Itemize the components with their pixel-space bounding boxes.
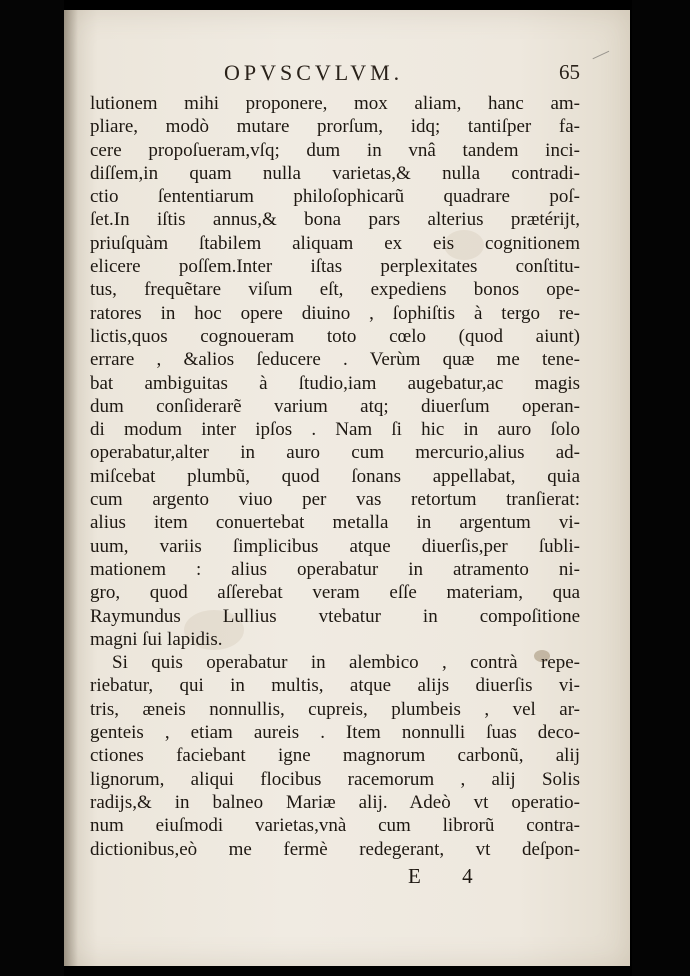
text-line: num eiuſmodi varietas,vnà cum librorũ contra- [90, 815, 580, 837]
text-line: ctio ſententiarum philoſophicarũ quadrare poſ- [90, 186, 580, 208]
text-line: di modum inter ipſos . Nam ſi hic in auro ſolo [90, 419, 580, 441]
text-line: mationem : alius operabatur in atramento ni- [90, 558, 580, 580]
text-line: Raymundus Lullius vtebatur in compoſitione [90, 605, 580, 627]
scanner-frame-right [632, 0, 690, 976]
running-title: OPVSCVLVM. [224, 60, 404, 85]
text-line: cum argento viuo per vas retortum tranſierat: [90, 489, 580, 511]
text-line: genteis , etiam aureis . Item nonnulli ſuas deco- [90, 722, 580, 744]
scanner-frame-left [0, 0, 64, 976]
text-line: miſcebat plumbũ, quod ſonans appellabat, quia [90, 465, 580, 487]
text-line: ctiones faciebant igne magnorum carbonũ, alij [90, 745, 580, 767]
signature-mark: E 4 [408, 864, 491, 888]
text-line: dum conſiderarẽ varium atq; diuerſum operan- [90, 395, 580, 417]
text-line: uum, variis ſimplicibus atque diuerſis,per ſubli- [90, 535, 580, 557]
text-line: magni ſui lapidis. [90, 628, 223, 650]
text-line: riebatur, qui in multis, atque alijs diuerſis vi- [90, 675, 580, 697]
text-line: radijs,& in balneo Mariæ alij. Adeò vt operatio- [90, 791, 580, 813]
text-line: diſſem,in quam nulla varietas,& nulla contradi- [90, 162, 580, 184]
text-line: ratores in hoc opere diuino , ſophiſtis à tergo re- [90, 302, 580, 324]
text-line: pliare, modò mutare prorſum, idq; tantiſper fa- [90, 116, 580, 138]
text-line: dictionibus,eò me fermè redegerant, vt deſpon- [90, 838, 580, 860]
text-line: alius item conuertebat metalla in argentum vi- [90, 512, 580, 534]
text-line: lictis,quos cognoueram toto cœlo (quod aiunt) [90, 325, 580, 347]
text-line: operabatur,alter in auro cum mercurio,alius ad- [90, 442, 580, 464]
text-line: ſet.In iſtis annus,& bona pars alterius prætérijt, [90, 209, 580, 231]
text-line: elicere poſſem.Inter iſtas perplexitates conſtitu- [90, 256, 580, 278]
text-line: priuſquàm ſtabilem aliquam ex eis cognitionem [90, 232, 580, 254]
text-line: Si quis operabatur in alembico , contrà repe- [112, 652, 580, 674]
text-line: gro, quod aſſerebat veram eſſe materiam, qua [90, 582, 580, 604]
pencil-mark-icon [593, 51, 614, 69]
text-line: lutionem mihi proponere, mox aliam, hanc am- [90, 93, 580, 114]
text-line: tris, æneis nonnullis, cupreis, plumbeis , vel ar- [90, 698, 580, 720]
page-number: 65 [559, 60, 580, 84]
text-line: tus, frequẽtare viſum eſt, expediens bonos ope- [90, 279, 580, 301]
body-text [90, 92, 580, 861]
book-page [64, 10, 630, 966]
text-line: bat ambiguitas à ſtudio,iam augebatur,ac magis [90, 372, 580, 394]
text-line: lignorum, aliqui flocibus racemorum , alij Solis [90, 768, 580, 790]
page-header [92, 60, 580, 90]
text-line: cere propoſueram,vſq; dum in vnâ tandem inci- [90, 139, 580, 161]
page-gutter-shadow [64, 10, 78, 966]
text-line: errare , &alios ſeducere . Verùm quæ me tene- [90, 349, 580, 371]
